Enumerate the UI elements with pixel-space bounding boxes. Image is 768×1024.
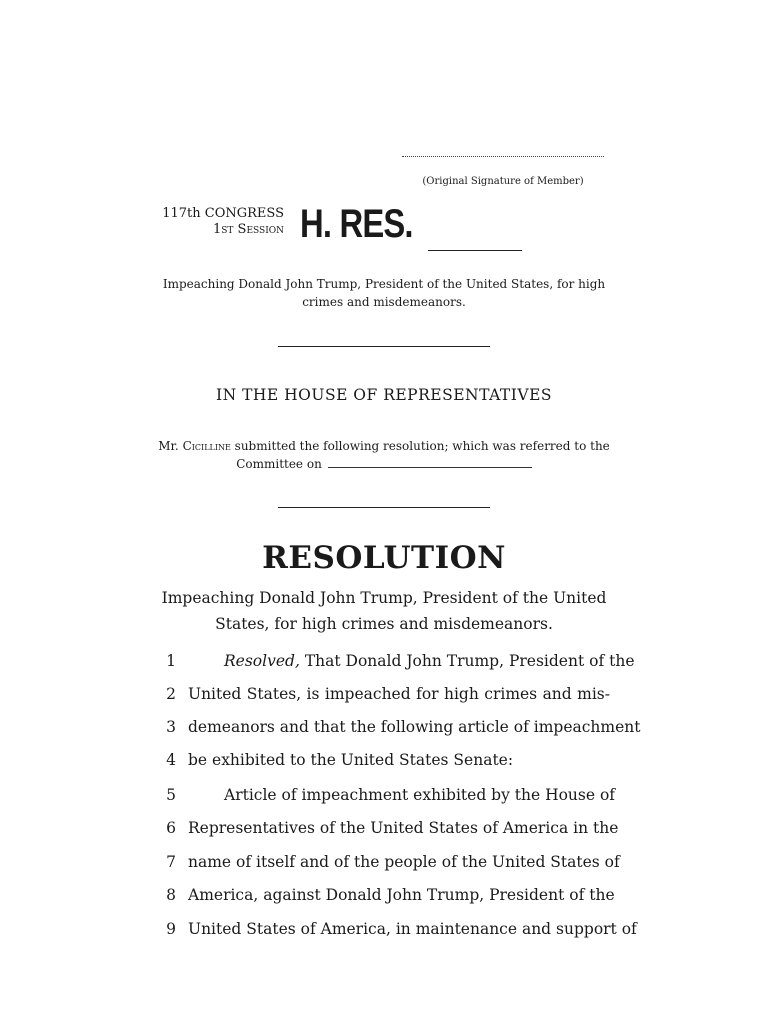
line-number: 8 — [166, 886, 176, 904]
line-number: 6 — [166, 819, 176, 837]
line-number: 2 — [166, 685, 176, 703]
sponsor-prefix: Mr. — [158, 439, 179, 453]
signature-line — [402, 156, 604, 157]
line-number: 1 — [166, 652, 176, 670]
line-text: be exhibited to the United States Senate: — [188, 751, 514, 769]
sponsor-text: submitted the following resolution; which was referred to the — [234, 439, 610, 453]
body-line — [152, 645, 635, 678]
body-line — [152, 678, 612, 711]
bill-type: H. RES. — [300, 202, 413, 246]
long-title: Impeaching Donald John Trump, President of the United States, for high crimes and misdemeanors. — [161, 589, 607, 633]
signature-caption: (Original Signature of Member) — [422, 176, 584, 187]
line-text: Resolved, That Donald John Trump, President of the — [224, 652, 635, 670]
session-label: 1st Session — [212, 222, 284, 237]
line-text: United States of America, in maintenance and support of — [188, 920, 637, 938]
body-line — [152, 846, 620, 879]
short-title: Impeaching Donald John Trump, President of the United States, for high crimes and misdemeanors. — [162, 277, 606, 309]
line-number: 3 — [166, 718, 176, 736]
line-number: 7 — [166, 853, 176, 871]
sponsor-statement — [150, 437, 618, 473]
body-line — [152, 744, 612, 777]
body-line — [152, 812, 619, 845]
body-line — [152, 779, 616, 812]
chamber-heading: IN THE HOUSE OF REPRESENTATIVES — [215, 386, 553, 404]
line-text: America, against Donald John Trump, President of the — [188, 886, 615, 904]
bill-number-blank — [428, 250, 522, 251]
committee-label: Committee on — [236, 457, 322, 471]
line-text: demeanors and that the following article of impeachment — [188, 718, 641, 736]
body-line — [152, 879, 615, 912]
line-text: Representatives of the United States of America in the — [188, 819, 619, 837]
body-line — [152, 913, 637, 946]
congress-session-block — [150, 206, 284, 238]
line-number: 9 — [166, 920, 176, 938]
resolution-heading: RESOLUTION — [262, 540, 506, 576]
divider-top — [278, 346, 490, 347]
line-text: Article of impeachment exhibited by the House of — [224, 786, 616, 804]
line-text: name of itself and of the people of the United States of — [188, 853, 620, 871]
divider-bottom — [278, 507, 490, 508]
line-text: United States, is impeached for high crimes and mis- — [188, 685, 610, 703]
committee-blank — [328, 467, 532, 468]
resolved-word: Resolved, — [224, 652, 300, 670]
line-number: 4 — [166, 751, 176, 769]
sponsor-name: Cicilline — [182, 439, 231, 453]
line-number: 5 — [166, 786, 176, 804]
body-line — [152, 711, 641, 744]
congress-label: 117th CONGRESS — [162, 206, 284, 221]
